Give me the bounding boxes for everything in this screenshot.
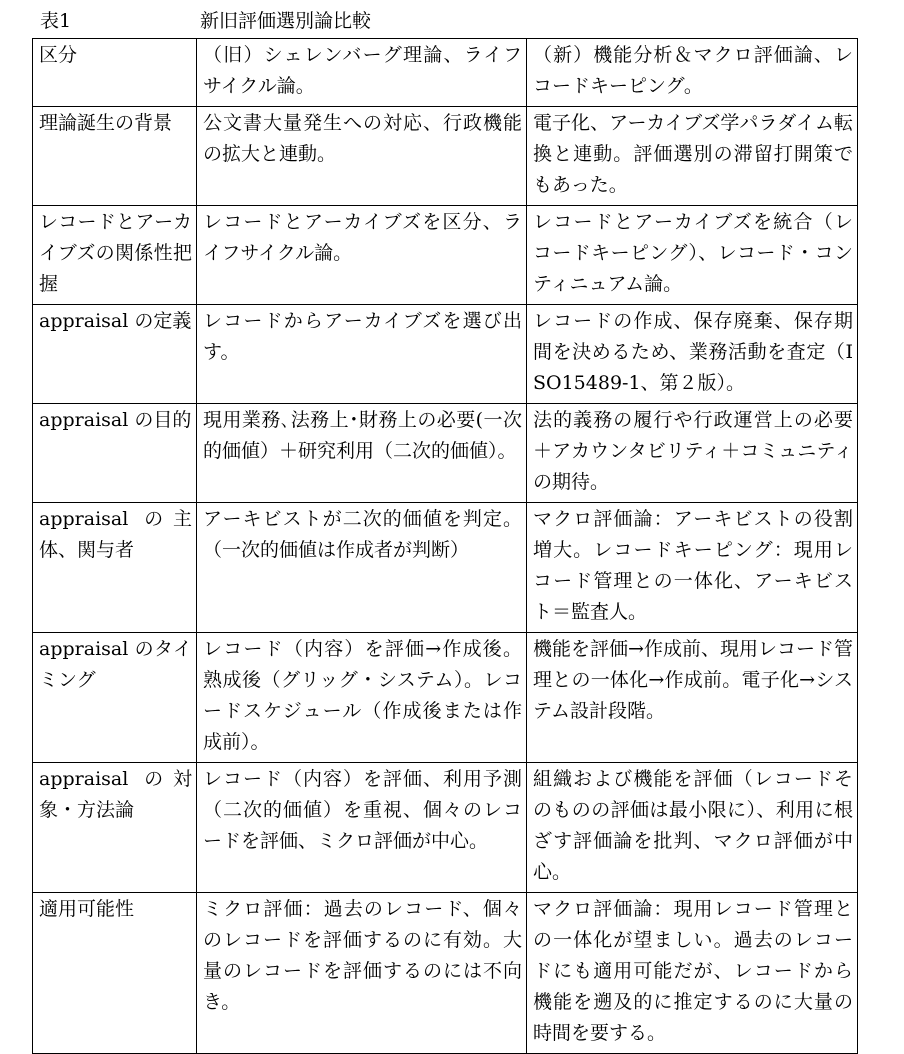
old-theory-cell: 現用業務､法務上･財務上の必要(一次的価値）＋研究利用（二次的価値）。 — [197, 404, 527, 503]
row-label: レコードとアーカイブズの関係性把握 — [33, 206, 197, 305]
old-theory-cell: ミクロ評価：過去のレコード、個々のレコードを評価するのに有効。大量のレコードを評価するのには不向き。 — [197, 893, 527, 1054]
new-theory-cell: 電子化、アーカイブズ学パラダイム転換と連動。評価選別の滞留打開策でもあった。 — [527, 107, 858, 206]
new-theory-cell: 機能を評価→作成前、現用レコード管理との一体化→作成前。電子化→システム設計段階。 — [527, 633, 858, 763]
new-theory-cell: マクロ評価論：アーキビストの役割増大。レコードキーピング：現用レコード管理との一体化、アーキビスト＝監査人。 — [527, 503, 858, 633]
row-label: appraisal のタイミング — [33, 633, 197, 763]
table-row — [33, 206, 858, 305]
row-label: appraisal の目的 — [33, 404, 197, 503]
new-theory-cell: 組織および機能を評価（レコードそのものの評価は最小限に）、利用に根ざす評価論を批判、マクロ評価が中心。 — [527, 763, 858, 893]
old-theory-cell: アーキビストが二次的価値を判定。（一次的価値は作成者が判断） — [197, 503, 527, 633]
old-theory-cell: 公文書大量発生への対応、行政機能の拡大と連動。 — [197, 107, 527, 206]
old-theory-cell: （旧）シェレンバーグ理論、ライフサイクル論。 — [197, 39, 527, 107]
table-title: 新旧評価選別論比較 — [200, 10, 372, 32]
new-theory-cell: （新）機能分析＆マクロ評価論、レコードキーピング。 — [527, 39, 858, 107]
row-label: 区分 — [33, 39, 197, 107]
table-row — [33, 633, 858, 763]
table-row — [33, 39, 858, 107]
old-theory-cell: レコード（内容）を評価、利用予測（二次的価値）を重視、個々のレコードを評価、ミクロ評価が中心。 — [197, 763, 527, 893]
row-label: appraisal の主体、関与者 — [33, 503, 197, 633]
table-row — [33, 893, 858, 1054]
new-theory-cell: レコードとアーカイブズを統合（レコードキーピング）、レコード・コンティニュアム論。 — [527, 206, 858, 305]
row-label: appraisal の定義 — [33, 305, 197, 404]
table-row — [33, 107, 858, 206]
row-label: 適用可能性 — [33, 893, 197, 1054]
row-label: 理論誕生の背景 — [33, 107, 197, 206]
new-theory-cell: 法的義務の履行や行政運営上の必要＋アカウンタビリティ＋コミュニティの期待。 — [527, 404, 858, 503]
new-theory-cell: マクロ評価論：現用レコード管理との一体化が望ましい。過去のレコードにも適用可能だが、レコードから機能を遡及的に推定するのに大量の時間を要する。 — [527, 893, 858, 1054]
old-theory-cell: レコードからアーカイブズを選び出す。 — [197, 305, 527, 404]
table-caption — [0, 6, 904, 36]
table-row — [33, 503, 858, 633]
comparison-table — [32, 38, 858, 1054]
table-row — [33, 305, 858, 404]
table-row — [33, 763, 858, 893]
old-theory-cell: レコードとアーカイブズを区分、ライフサイクル論。 — [197, 206, 527, 305]
new-theory-cell: レコードの作成、保存廃棄、保存期間を決めるため、業務活動を査定（ISO15489-1、第２版）。 — [527, 305, 858, 404]
table-row — [33, 404, 858, 503]
table-number: 表1 — [40, 10, 72, 32]
old-theory-cell: レコード（内容）を評価→作成後。熟成後（グリッグ・システム）。レコードスケジュール（作成後または作成前）。 — [197, 633, 527, 763]
row-label: appraisal の対象・方法論 — [33, 763, 197, 893]
